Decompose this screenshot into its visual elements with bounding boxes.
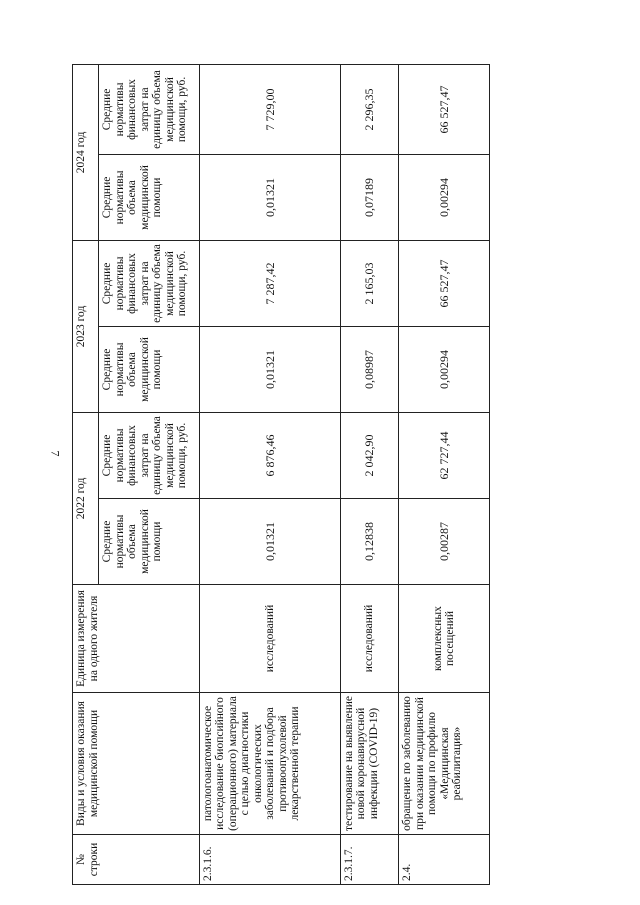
header-year-2023: 2023 год [73,240,99,412]
unit: комплексных посещений [399,585,490,693]
volume-2022: 0,12838 [340,499,398,585]
cost-2023: 2 165,03 [340,240,398,326]
header-year-2024: 2024 год [73,64,99,240]
table-row [399,64,490,884]
table-row [340,64,398,884]
volume-2022: 0,01321 [199,499,340,585]
row-number: 2.3.1.6. [199,835,340,885]
header-volume-2023: Средние нормативы объема медицинской помощи [99,326,200,412]
header-volume-2024: Средние нормативы объема медицинской помощи [99,154,200,240]
header-cost-2023: Средние нормативы финансовых затрат на единицу объема медицинской помощи, руб. [99,240,200,326]
unit: исследований [340,585,398,693]
header-cost-2024: Средние нормативы финансовых затрат на единицу объема медицинской помощи, руб. [99,64,200,154]
care-type: патологоанатомическое исследование биопсийного (операционного) материала с целью диагностики онкологических заболеваний и подбора противоопухолевой лекарственной терапии [199,693,340,835]
row-number: 2.4. [399,835,490,885]
cost-2024: 66 527,47 [399,64,490,154]
table-row [199,64,340,884]
header-year-2022: 2022 год [73,412,99,584]
header-care-type: Виды и условия оказания медицинской помощи [73,693,200,835]
care-type: тестирование на выявление новой коронавирусной инфекции (COVID-19) [340,693,398,835]
cost-2023: 66 527,47 [399,240,490,326]
care-type: обращение по заболеванию при оказании медицинской помощи по профилю «Медицинская реабилитация» [399,693,490,835]
header-unit: Единица измерения на одного жителя [73,585,200,693]
volume-2023: 0,00294 [399,326,490,412]
volume-2022: 0,00287 [399,499,490,585]
header-row-number: № строки [73,835,200,885]
cost-2022: 6 876,46 [199,412,340,498]
cost-2024: 2 296,35 [340,64,398,154]
rotated-table-wrapper [72,65,490,885]
header-cost-2022: Средние нормативы финансовых затрат на единицу объема медицинской помощи, руб. [99,412,200,498]
volume-2023: 0,08987 [340,326,398,412]
cost-2024: 7 729,00 [199,64,340,154]
cost-2022: 2 042,90 [340,412,398,498]
cost-2022: 62 727,44 [399,412,490,498]
row-number: 2.3.1.7. [340,835,398,885]
unit: исследований [199,585,340,693]
page-number: 7 [48,450,63,457]
volume-2024: 0,01321 [199,154,340,240]
norms-table [72,64,490,885]
volume-2024: 0,00294 [399,154,490,240]
cost-2023: 7 287,42 [199,240,340,326]
volume-2023: 0,01321 [199,326,340,412]
volume-2024: 0,07189 [340,154,398,240]
header-volume-2022: Средние нормативы объема медицинской помощи [99,499,200,585]
